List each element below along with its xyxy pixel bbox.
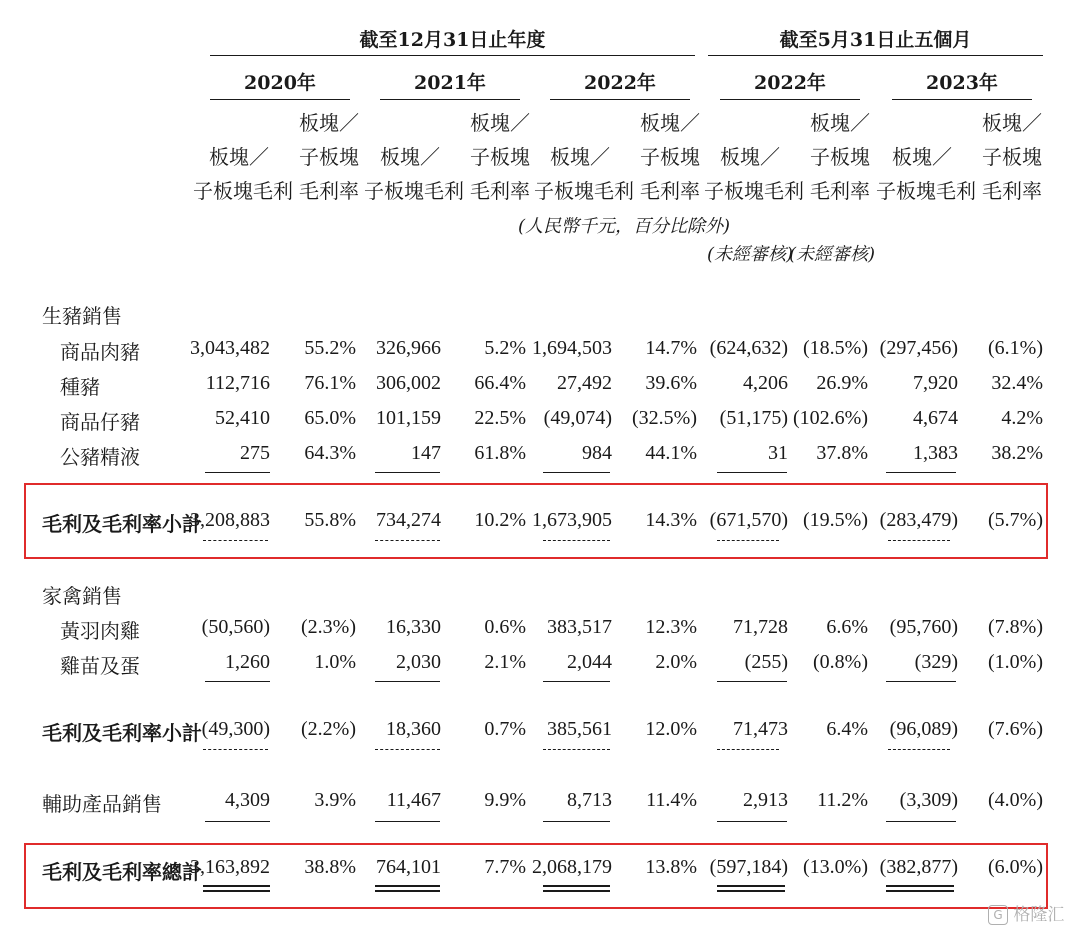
sum-line [375,681,440,682]
sum-line [205,821,270,822]
margin-cell: 38.2% [991,442,1043,464]
total-label: 毛利及毛利率總計 [42,860,202,884]
margin-cell: 7.7% [484,856,526,878]
profit-cell: (3,309) [899,789,958,811]
profit-cell: 27,492 [557,372,612,394]
profit-cell: 147 [411,442,441,464]
year-2020: 2020年 [244,72,316,94]
profit-cell: (255) [744,651,788,673]
year-2022-5m: 2022年 [754,72,826,94]
sum-line [886,821,956,822]
profit-cell: 8,713 [567,789,612,811]
margin-cell: 26.9% [816,372,868,394]
subtotal-label: 毛利及毛利率小計 [42,721,202,745]
year-underline [210,99,350,100]
margin-cell: (7.8%) [988,616,1043,638]
profit-cell: 1,673,905 [532,509,612,531]
sum-line [205,472,270,473]
margin-cell: 2.0% [655,651,697,673]
profit-cell: 326,966 [376,337,441,359]
profit-cell: 385,561 [547,718,612,740]
dashed-underline [888,749,950,750]
sum-line [543,821,610,822]
margin-cell: 76.1% [304,372,356,394]
margin-cell: 11.2% [817,789,868,811]
watermark-logo [988,900,1064,925]
margin-cell: (19.5%) [803,509,868,531]
profit-cell: 1,694,503 [532,337,612,359]
profit-cell: 16,330 [386,616,441,638]
profit-cell: 383,517 [547,616,612,638]
profit-cell: 3,208,883 [190,509,270,531]
profit-cell: 112,716 [205,372,270,394]
profit-cell: 2,044 [567,651,612,673]
profit-cell: (329) [914,651,958,673]
margin-cell: 55.8% [304,509,356,531]
profit-cell: 18,360 [386,718,441,740]
margin-cell: (4.0%) [988,789,1043,811]
profit-cell: 734,274 [376,509,441,531]
col-header-margin: 板塊／ 子板塊 毛利率 [982,111,1042,203]
profit-cell: (624,632) [709,337,788,359]
year-2022: 2022年 [584,72,656,94]
profit-cell: 3,043,482 [190,337,270,359]
watermark-text: 格隆汇 [1013,905,1065,925]
margin-cell: 64.3% [304,442,356,464]
margin-cell: 66.4% [474,372,526,394]
fiscal-year-header: 截至12月31日止年度 [359,29,546,51]
profit-cell: (283,479) [879,509,958,531]
dashed-underline [543,540,610,541]
dashed-underline [717,540,779,541]
col-header-profit: 板塊／ 子板塊毛利 [193,145,293,203]
margin-cell: (2.3%) [301,616,356,638]
margin-cell: 10.2% [474,509,526,531]
margin-cell: 6.6% [826,616,868,638]
margin-cell: 2.1% [484,651,526,673]
dashed-underline [203,749,268,750]
profit-cell: 52,410 [215,407,270,429]
dashed-underline [203,540,268,541]
col-header-profit: 板塊／ 子板塊毛利 [704,145,804,203]
year-2021: 2021年 [414,72,486,94]
year-2023-5m: 2023年 [926,72,998,94]
profit-cell: 2,068,179 [532,856,612,878]
profit-cell: 101,159 [376,407,441,429]
profit-cell: (50,560) [201,616,270,638]
subtotal-label: 毛利及毛利率小計 [42,512,202,536]
sum-line [543,472,610,473]
sum-line [205,681,270,682]
row-label: 商品仔豬 [60,410,140,434]
margin-cell: 38.8% [304,856,356,878]
watermark-g-icon: G [988,905,1008,925]
profit-cell: (297,456) [879,337,958,359]
row-label: 種豬 [60,375,100,399]
year-underline [550,99,690,100]
profit-cell: 7,920 [913,372,958,394]
sum-line [717,681,787,682]
profit-cell: (96,089) [889,718,958,740]
year-underline [892,99,1032,100]
profit-cell: 4,309 [225,789,270,811]
five-month-underline [708,55,1043,56]
margin-cell: 55.2% [304,337,356,359]
margin-cell: 11.4% [646,789,697,811]
margin-cell: 32.4% [991,372,1043,394]
profit-cell: 275 [240,442,270,464]
margin-cell: 14.7% [645,337,697,359]
auxiliary-label: 輔助產品銷售 [42,792,162,816]
profit-cell: 4,206 [743,372,788,394]
margin-cell: 44.1% [645,442,697,464]
margin-cell: 9.9% [484,789,526,811]
row-label: 黃羽肉雞 [60,619,140,643]
profit-cell: (382,877) [879,856,958,878]
margin-cell: 3.9% [314,789,356,811]
profit-cell: 3,163,892 [190,856,270,878]
profit-cell: (671,570) [709,509,788,531]
profit-cell: 2,913 [743,789,788,811]
row-label: 公豬精液 [60,445,140,469]
profit-cell: 306,002 [376,372,441,394]
dashed-underline [375,540,440,541]
margin-cell: 37.8% [816,442,868,464]
profit-cell: 764,101 [376,856,441,878]
profit-cell: 71,728 [733,616,788,638]
unaudited-note: (未經審核) [707,244,794,265]
section-title-poultry: 家禽銷售 [42,584,122,608]
margin-cell: 0.6% [484,616,526,638]
margin-cell: 12.0% [645,718,697,740]
profit-cell: 71,473 [733,718,788,740]
col-header-margin: 板塊／ 子板塊 毛利率 [470,111,530,203]
profit-cell: (49,300) [201,718,270,740]
section-title-hog: 生豬銷售 [42,304,122,328]
row-label: 商品肉豬 [60,340,140,364]
margin-cell: 0.7% [484,718,526,740]
margin-cell: 61.8% [474,442,526,464]
col-header-profit: 板塊／ 子板塊毛利 [364,145,464,203]
profit-cell: 1,260 [225,651,270,673]
sum-line [375,821,440,822]
col-header-profit: 板塊／ 子板塊毛利 [876,145,976,203]
profit-cell: (597,184) [709,856,788,878]
dashed-underline [375,749,440,750]
col-header-margin: 板塊／ 子板塊 毛利率 [810,111,870,203]
margin-cell: 1.0% [314,651,356,673]
fiscal-year-underline [210,55,695,56]
margin-cell: 39.6% [645,372,697,394]
double-underline [886,885,954,892]
unaudited-note: (未經審核) [789,244,876,265]
double-underline [543,885,610,892]
year-underline [720,99,860,100]
margin-cell: (32.5%) [632,407,697,429]
margin-cell: 6.4% [826,718,868,740]
profit-cell: 2,030 [396,651,441,673]
margin-cell: (6.0%) [988,856,1043,878]
margin-cell: (0.8%) [813,651,868,673]
margin-cell: 12.3% [645,616,697,638]
margin-cell: (2.2%) [301,718,356,740]
margin-cell: 14.3% [645,509,697,531]
margin-cell: (5.7%) [988,509,1043,531]
profit-cell: 4,674 [913,407,958,429]
margin-cell: (1.0%) [988,651,1043,673]
col-header-margin: 板塊／ 子板塊 毛利率 [299,111,359,203]
margin-cell: (18.5%) [803,337,868,359]
dashed-underline [543,749,610,750]
double-underline [375,885,440,892]
profit-cell: (49,074) [543,407,612,429]
margin-cell: 65.0% [304,407,356,429]
sum-line [543,681,610,682]
col-header-margin: 板塊／ 子板塊 毛利率 [640,111,700,203]
sum-line [886,472,956,473]
sum-line [375,472,440,473]
row-label: 雞苗及蛋 [60,654,140,678]
profit-cell: 31 [768,442,788,464]
margin-cell: 13.8% [645,856,697,878]
margin-cell: (13.0%) [803,856,868,878]
profit-cell: 1,383 [913,442,958,464]
profit-cell: 984 [582,442,612,464]
double-underline [203,885,270,892]
margin-cell: 4.2% [1001,407,1043,429]
col-header-profit: 板塊／ 子板塊毛利 [534,145,634,203]
double-underline [717,885,785,892]
margin-cell: (6.1%) [988,337,1043,359]
margin-cell: 5.2% [484,337,526,359]
dashed-underline [717,749,779,750]
profit-cell: 11,467 [386,789,441,811]
sum-line [717,472,787,473]
dashed-underline [888,540,950,541]
profit-cell: (95,760) [889,616,958,638]
sum-line [886,681,956,682]
year-underline [380,99,520,100]
margin-cell: (7.6%) [988,718,1043,740]
margin-cell: 22.5% [474,407,526,429]
unit-note: (人民幣千元，百分比除外) [518,216,731,237]
profit-cell: (51,175) [719,407,788,429]
margin-cell: (102.6%) [793,407,868,429]
sum-line [717,821,787,822]
five-month-header: 截至5月31日止五個月 [779,29,972,51]
